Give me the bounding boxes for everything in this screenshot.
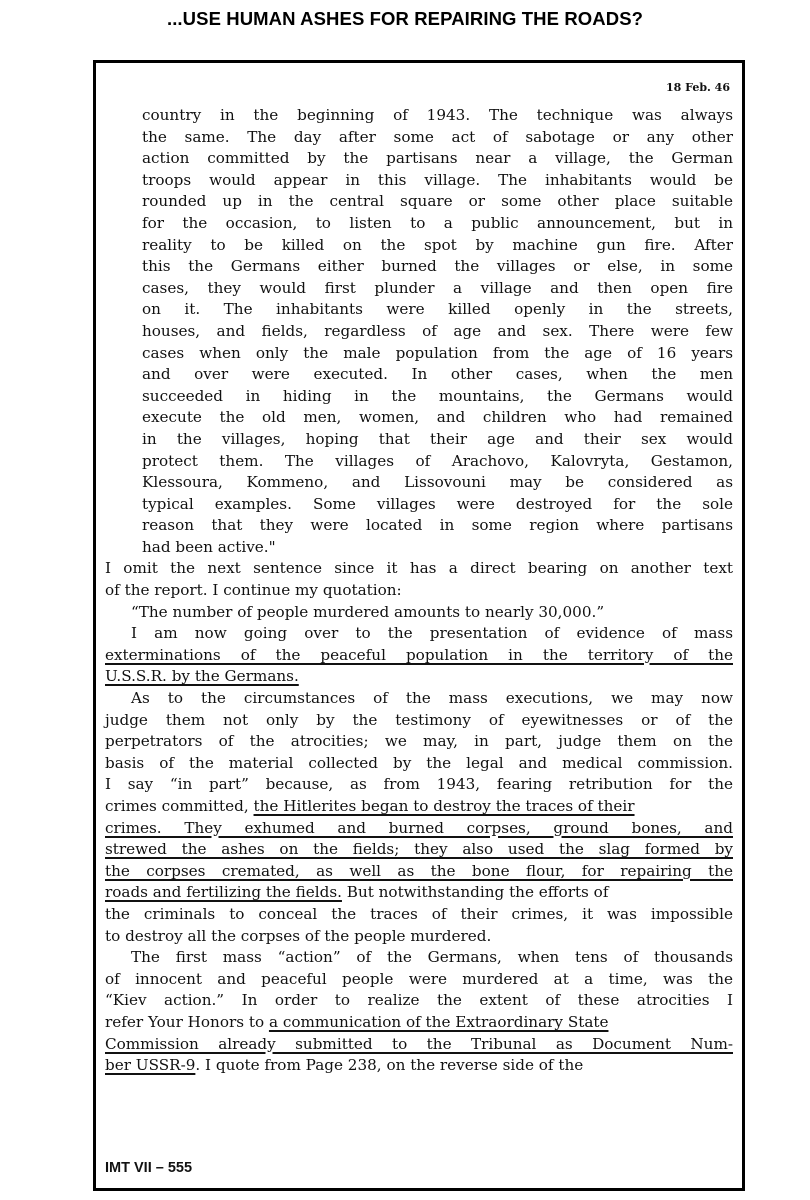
underlined-text: the Hitlerites began to destroy the traces of their [253, 797, 635, 815]
text-line [105, 796, 733, 818]
text-line: houses, and fields, regardless of age and sex. There were few [142, 321, 733, 340]
text-line: had been active." [142, 537, 276, 556]
page-body [105, 105, 733, 1077]
quotation-line: “The number of people murdered amounts to nearly 30,000.” [131, 602, 605, 621]
underlined-text: U.S.S.R. by the Germans. [105, 667, 299, 686]
text-line: As to the circumstances of the mass executions, we may now [131, 689, 733, 708]
text-line: cases when only the male population from the age of 16 years [142, 343, 733, 362]
text-line: I am now going over to the presentation of evidence of mass [131, 624, 733, 643]
text-line: this the Germans either burned the villages or else, in some [142, 257, 733, 276]
text-line: I omit the next sentence since it has a direct bearing on another text [105, 559, 733, 578]
text-line: reason that they were located in some region where partisans [142, 516, 733, 535]
text-line: execute the old men, women, and children who had remained [142, 408, 733, 427]
text-line: typical examples. Some villages were destroyed for the sole [142, 494, 733, 513]
text-line: action committed by the partisans near a village, the German [142, 149, 733, 168]
text-line: to destroy all the corpses of the people murdered. [105, 926, 492, 945]
page-date: 18 Feb. 46 [665, 81, 730, 94]
text-line: the same. The day after some act of sabotage or any other [142, 127, 733, 146]
text-line: of the report. I continue my quotation: [105, 581, 402, 600]
text-line: protect them. The villages of Arachovo, Kalovryta, Gestamon, [142, 451, 733, 470]
text-line: basis of the material collected by the legal and medical commission. [105, 753, 733, 772]
text-line: The first mass “action” of the Germans, when tens of thousands [131, 948, 733, 967]
underlined-text: roads and fertilizing the fields. [105, 883, 342, 902]
text-line: country in the beginning of 1943. The technique was always [142, 106, 733, 124]
underlined-line: crimes. They exhumed and burned corpses, ground bones, and [105, 818, 733, 837]
text-line: in the villages, hoping that their age and their sex would [142, 429, 733, 448]
text-line [105, 882, 733, 904]
text-line [105, 1055, 733, 1077]
text-line: I say “in part” because, as from 1943, fearing retribution for the [105, 775, 733, 794]
text-segment: But notwithstanding the efforts of [341, 883, 609, 902]
underlined-line: strewed the ashes on the fields; they also used the slag formed by [105, 840, 733, 859]
text-line: succeeded in hiding in the mountains, the Germans would [142, 386, 733, 405]
headline: ...USE HUMAN ASHES FOR REPAIRING THE ROADS? [166, 8, 644, 29]
text-line: cases, they would first plunder a village and then open fire [142, 278, 733, 297]
text-line: judge them not only by the testimony of eyewitnesses or of the [105, 710, 733, 729]
text-line [105, 1012, 733, 1034]
text-line: of innocent and peaceful people were murdered at a time, was the [105, 969, 733, 988]
text-line: troops would appear in this village. The inhabitants would be [142, 170, 733, 189]
text-segment: refer Your Honors to [105, 1012, 269, 1031]
text-line: “Kiev action.” In order to realize the extent of these atrocities I [105, 991, 733, 1010]
underlined-text: ber USSR-9 [105, 1056, 196, 1075]
text-line: and over were executed. In other cases, when the men [142, 365, 733, 384]
underlined-line: Commission already submitted to the Tribunal as Document Num- [105, 1034, 733, 1053]
text-line: reality to be killed on the spot by machine gun fire. After [142, 235, 733, 254]
text-line: perpetrators of the atrocities; we may, in part, judge them on the [105, 732, 733, 751]
underlined-line: the corpses cremated, as well as the bone flour, for repairing the [105, 861, 733, 880]
underlined-line [105, 666, 733, 688]
text-line: the criminals to conceal the traces of their crimes, it was impossible [105, 904, 733, 923]
text-segment: . I quote from Page 238, on the reverse side of the [195, 1056, 584, 1075]
underlined-line: exterminations of the peaceful population in the territory of the [105, 645, 733, 664]
text-line: rounded up in the central square or some other place suitable [142, 192, 733, 211]
document-page [93, 60, 745, 1191]
text-line: for the occasion, to listen to a public announcement, but in [142, 213, 733, 232]
text-segment: crimes committed, [105, 797, 254, 815]
page-footer: IMT VII – 555 [105, 1160, 193, 1176]
underlined-text: a communication of the Extraordinary State [268, 1012, 609, 1031]
text-line: Klessoura, Kommeno, and Lissovouni may be considered as [142, 473, 733, 492]
text-line: on it. The inhabitants were killed openly in the streets, [142, 300, 733, 319]
